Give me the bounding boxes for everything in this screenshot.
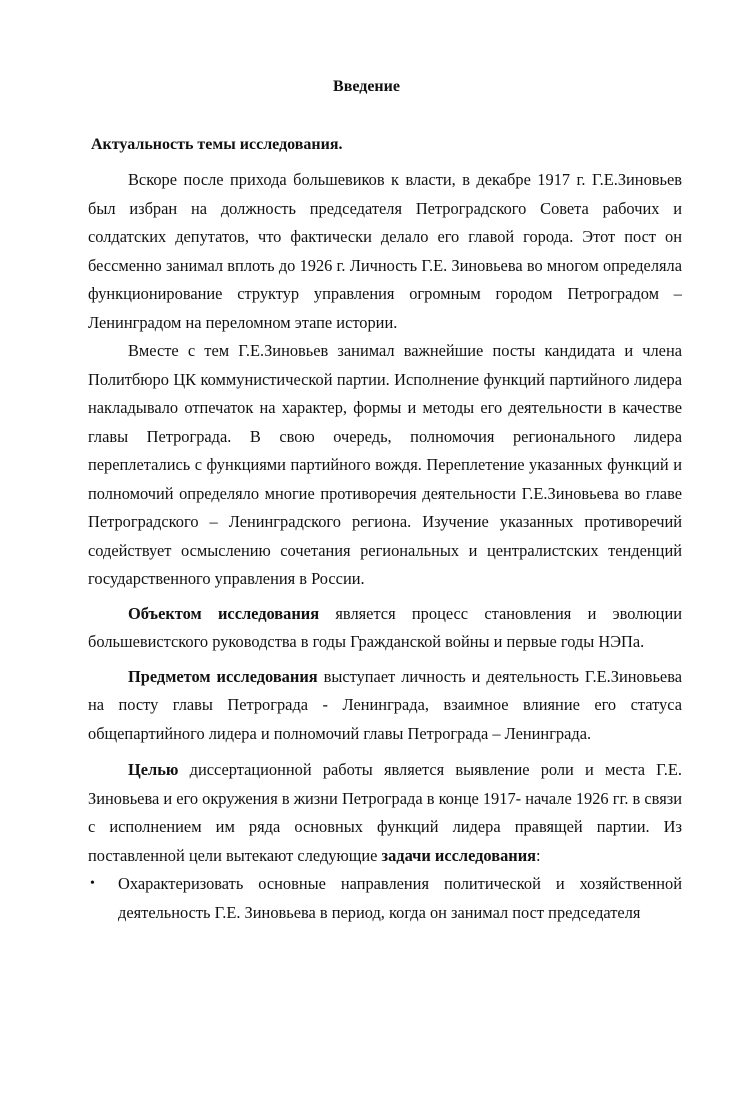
page-title: Введение	[333, 78, 400, 95]
list-item	[88, 870, 682, 927]
object-text: является процесс становления и эволюции большевистского руководства в годы Гражданской войны и первые годы НЭПа.	[88, 603, 682, 651]
goal-text: диссертационной работы является выявление роли и места Г.Е. Зиновьева и его окружения в жизни Петрограда в конце 1917- начале 1926 гг. в связи с исполнением им ряда основных функций лидера правящей партии. Из поставленной цели вытекают следующие	[88, 760, 682, 865]
task-text: Охарактеризовать основные направления политической и хозяйственной деятельность Г.Е. Зиновьева в период, когда он занимал пост председателя	[118, 874, 682, 922]
paragraph-object	[88, 600, 682, 657]
subject-text: выступает личность и деятельность Г.Е.Зиновьева на посту главы Петрограда - Ленинграда, взаимное влияние его статуса общепартийного лидера и полномочий главы Петрограда – Ленинграда.	[88, 666, 683, 743]
body-text	[88, 166, 682, 927]
object-term: Объектом исследования	[128, 603, 320, 623]
paragraph-2: Вместе с тем Г.Е.Зиновьев занимал важнейшие посты кандидата и члена Политбюро ЦК коммунистической партии. Исполнение функций партийного лидера накладывало отпечаток на характер, формы и методы его деятельности в качестве главы Петрограда. В свою очередь, полномочия регионального лидера переплетались с функциями партийного вождя. Переплетение указанных функций и полномочий определяло многие противоречия деятельности Г.Е.Зиновьева во главе Петроградского – Ленинградского региона. Изучение указанных противоречий содействует осмыслению сочетания региональных и централистских тенденций государственного управления в России.	[88, 341, 682, 588]
goal-colon: :	[536, 845, 541, 865]
tasks-term: задачи исследования	[381, 845, 537, 865]
tasks-list	[88, 870, 682, 927]
section-heading: Актуальность темы исследования.	[91, 136, 343, 153]
paragraph-goal	[88, 756, 682, 870]
bullet-icon: •	[90, 876, 95, 891]
paragraph-subject	[88, 663, 682, 749]
goal-term: Целью	[128, 760, 179, 779]
paragraph-1: Вскоре после прихода большевиков к власти, в декабре 1917 г. Г.Е.Зиновьев был избран на должность председателя Петроградского Совета рабочих и солдатских депутатов, что фактически делало его главой города. Этот пост он бессменно занимал вплоть до 1926 г. Личность Г.Е. Зиновьева во многом определяла функционирование структур управления огромным городом Петроградом – Ленинградом на переломном этапе истории.	[88, 170, 682, 332]
subject-term: Предметом исследования	[128, 666, 318, 686]
